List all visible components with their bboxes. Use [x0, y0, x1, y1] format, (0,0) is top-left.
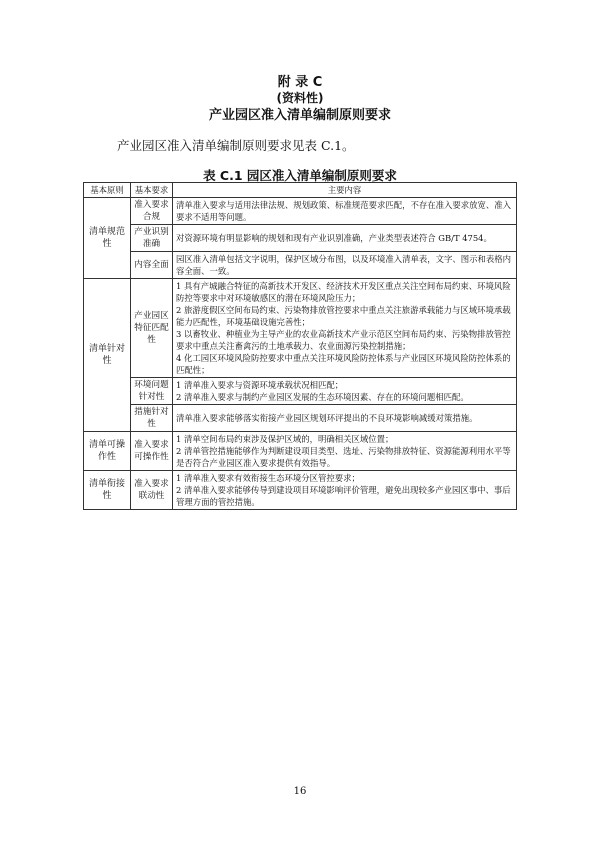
appendix-title: 产业园区准入清单编制原则要求 [208, 108, 391, 123]
header-requirement: 基本要求 [131, 183, 173, 198]
content-line: 3 以畜牧业、种植业为主导产业的农业高新技术产业示范区空间布局约束、污染物排放管控要求中重点关注畜禽污的土地承载力、农业面源污染控制措施； [176, 329, 511, 351]
appendix-nature: (资料性) [276, 91, 324, 105]
appendix-heading: 附 录 C [277, 75, 323, 90]
content-cell [173, 198, 517, 225]
content-line: 1 清单准入要求有效衔接生态环境分区管控要求； [176, 473, 360, 483]
content-cell [173, 432, 517, 471]
content-line: 1 具有产城融合特征的高新技术开发区、经济技术开发区重点关注空间布局约束、环境风险防控等要求中对环境敏感区的潜在环境风险压力； [176, 281, 511, 303]
requirement-cell: 准入要求可操作性 [131, 432, 173, 471]
content-line: 清单准入要求能够落实衔接产业园区规划环评提出的不良环境影响减缓对策措施。 [176, 413, 478, 423]
content-cell [173, 279, 517, 378]
table-row [84, 198, 517, 225]
intro-paragraph: 产业园区准入清单编制原则要求见表 C.1。 [117, 138, 355, 153]
principle-cell: 清单针对性 [84, 279, 131, 432]
requirement-cell: 产业园区特征匹配性 [131, 279, 173, 378]
table-header-row [84, 183, 517, 198]
content-line: 1 清单准入要求与资源环境承载状况相匹配； [176, 380, 344, 390]
content-line: 2 清单准入要求与制约产业园区发展的生态环境因素、存在的环境问题相匹配。 [176, 392, 469, 402]
content-cell [173, 378, 517, 405]
header-principle: 基本原则 [84, 183, 131, 198]
requirement-cell: 环境问题针对性 [131, 378, 173, 405]
content-line: 4 化工园区环境风险防控要求中重点关注环境风险防控体系与产业园区环境风险防控体系的匹配性； [176, 353, 511, 375]
table-row [84, 432, 517, 471]
principle-cell: 清单衔接性 [84, 471, 131, 510]
page-number: 16 [293, 786, 307, 797]
content-line: 2 清单准入要求能够传导到建设项目环境影响评价管理，避免出现较多产业园区事中、事后管理方面的管控措施。 [176, 485, 511, 507]
table-row [84, 378, 517, 405]
requirement-cell: 内容全面 [131, 252, 173, 279]
content-cell [173, 471, 517, 510]
content-line: 2 旅游度假区空间布局约束、污染物排放管控要求中重点关注旅游承载能力与区域环境承载能力匹配性，环境基础设施完善性； [176, 305, 511, 327]
principle-cell: 清单可操作性 [84, 432, 131, 471]
table-row [84, 471, 517, 510]
table-row [84, 225, 517, 252]
requirements-table [83, 182, 517, 510]
content-cell [173, 252, 517, 279]
table-row [84, 252, 517, 279]
header-content: 主要内容 [173, 183, 517, 198]
content-line: 园区准入清单包括文字说明，保护区域分布图，以及环境准入清单表，文字、图示和表格内容全面、一致。 [176, 254, 511, 276]
requirement-cell: 准入要求联动性 [131, 471, 173, 510]
requirement-cell: 措施针对性 [131, 405, 173, 432]
table-title: 表 C.1 园区准入清单编制原则要求 [203, 168, 397, 183]
table-row [84, 279, 517, 378]
content-cell [173, 405, 517, 432]
table-row [84, 405, 517, 432]
content-line: 2 清单管控措施能够作为判断建设项目类型、选址、污染物排放特征、资源能源利用水平等是否符合产业园区准入要求提供有效指导。 [176, 446, 511, 468]
principle-cell: 清单规范性 [84, 198, 131, 279]
content-line: 清单准入要求与适用法律法规、规划政策、标准规范要求匹配，不存在准入要求放宽、准入要求不适用等问题。 [176, 200, 511, 222]
requirement-cell: 准入要求合规 [131, 198, 173, 225]
table-body [84, 198, 517, 510]
content-line: 1 清单空间布局约束涉及保护区域的，明确相关区域位置； [176, 434, 394, 444]
content-line: 对资源环境有明显影响的规划和现有产业识别准确，产业类型表述符合 GB/T 4754。 [176, 233, 492, 243]
requirement-cell: 产业识别准确 [131, 225, 173, 252]
content-cell [173, 225, 517, 252]
